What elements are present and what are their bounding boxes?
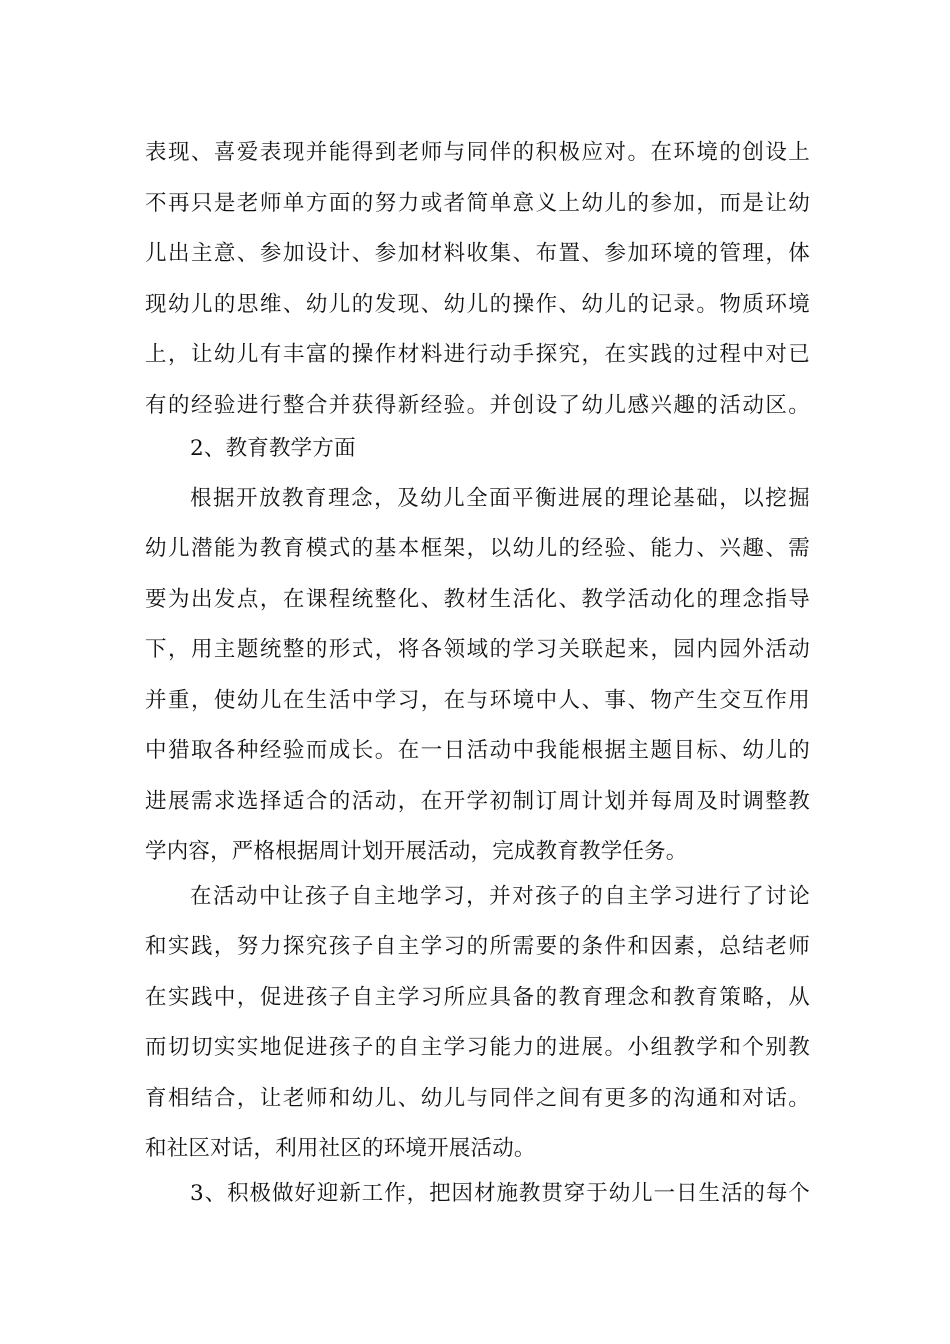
text-line: 中猎取各种经验而成长。在一日活动中我能根据主题目标、幼儿的 [145,738,810,763]
text-line: 表现、喜爱表现并能得到老师与同伴的积极应对。在环境的创设上 [145,140,810,165]
text-line: 而切切实实地促进孩子的自主学习能力的进展。小组教学和个别教 [145,1035,810,1060]
text-line: 现幼儿的思维、幼儿的发现、幼儿的操作、幼儿的记录。物质环境 [145,292,810,317]
text-line: 有的经验进行整合并获得新经验。并创设了幼儿感兴趣的活动区。 [145,393,810,418]
text-line: 并重，使幼儿在生活中学习，在与环境中人、事、物产生交互作用 [145,688,810,713]
text-line: 要为出发点，在课程统整化、教材生活化、教学活动化的理念指导 [145,587,810,612]
section-heading: 2、教育教学方面 [190,436,356,461]
text-line: 育相结合，让老师和幼儿、幼儿与同伴之间有更多的沟通和对话。 [145,1086,810,1111]
text-line: 幼儿潜能为教育模式的基本框架，以幼儿的经验、能力、兴趣、需 [145,536,810,561]
text-line: 上，让幼儿有丰富的操作材料进行动手探究，在实践的过程中对已 [145,342,810,367]
text-line: 下，用主题统整的形式，将各领域的学习关联起来，园内园外活动 [145,637,810,662]
text-line: 进展需求选择适合的活动，在开学初制订周计划并每周及时调整教 [145,789,810,814]
text-line: 在活动中让孩子自主地学习，并对孩子的自主学习进行了讨论 [190,884,810,909]
text-line: 3、积极做好迎新工作，把因材施教贯穿于幼儿一日生活的每个 [190,1181,810,1206]
text-line: 学内容，严格根据周计划开展活动，完成教育教学任务。 [145,839,688,864]
text-line: 和实践，努力探究孩子自主学习的所需要的条件和因素，总结老师 [145,934,810,959]
text-line: 不再只是老师单方面的努力或者简单意义上幼儿的参加，而是让幼 [145,191,810,216]
text-line: 和社区对话，利用社区的环境开展活动。 [145,1136,536,1161]
text-line: 在实践中，促进孩子自主学习所应具备的教育理念和教育策略，从 [145,985,810,1010]
text-line: 儿出主意、参加设计、参加材料收集、布置、参加环境的管理，体 [145,241,810,266]
text-line: 根据开放教育理念，及幼儿全面平衡进展的理论基础，以挖掘 [190,486,810,511]
